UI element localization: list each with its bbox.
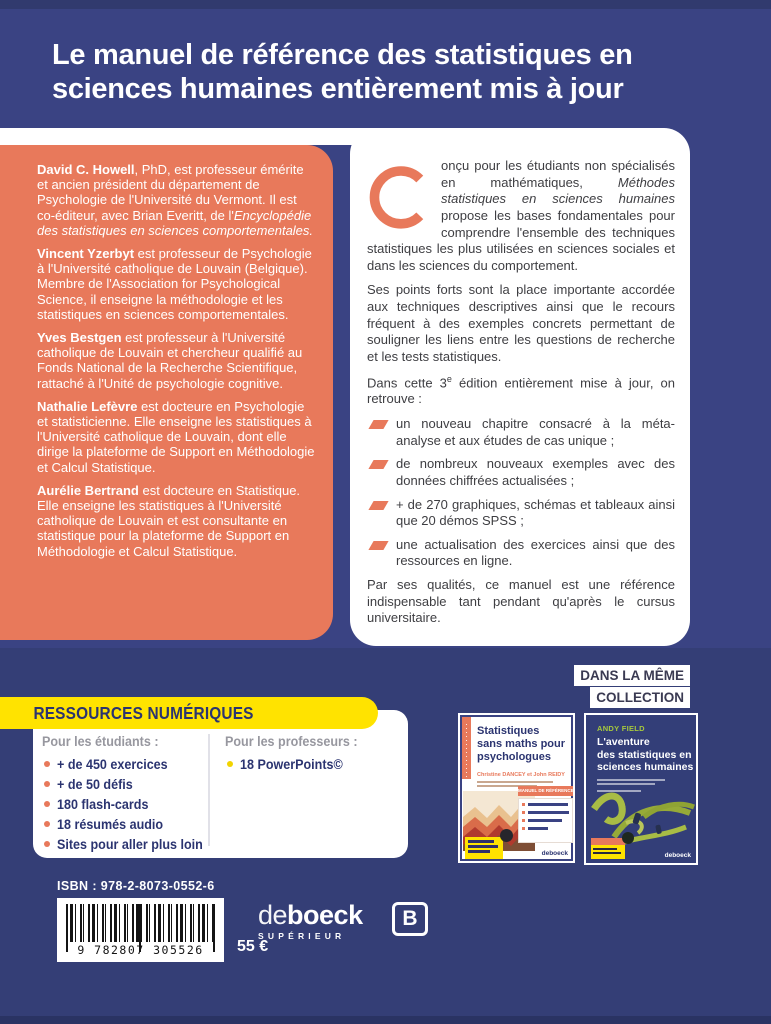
strengths-paragraph: Ses points forts sont la place importante accordée aux techniques descriptives ainsi que le recours fréquent à des exemples concrets permettant de souligner les liens entre les questions de recherche et les tests statistiques.: [367, 282, 675, 364]
book-thumbnail-aventure-des-statistiques: [584, 713, 698, 865]
book1-feature-row: [522, 819, 569, 822]
resource-item: [42, 774, 207, 794]
intro-post: propose les bases fondamentales pour comprendre l'ensemble des techniques statistiques les plus utilisées en sciences sociales et dans les sciences du comportement.: [367, 207, 675, 273]
students-column: [42, 734, 207, 854]
book1-title-line: sans maths pour: [477, 738, 566, 750]
publisher-tagline: SUPÉRIEUR: [258, 931, 346, 941]
resource-item-label: 18 résumés audio: [57, 816, 164, 832]
collection-label-line-2: COLLECTION: [590, 687, 690, 708]
feature-bullet: [367, 537, 675, 570]
book2-title-line: sciences humaines: [597, 761, 694, 773]
book2-sticker: [622, 832, 634, 844]
book1-offer-badge: [465, 837, 503, 859]
author-name: Yves Bestgen: [37, 330, 122, 346]
barcode-digits: 9 782807 305526: [77, 943, 204, 957]
publisher-b-mark-icon: B: [392, 902, 428, 936]
bullet-marker-icon: [368, 460, 388, 469]
bio-paragraph: [37, 162, 317, 238]
publisher-boeck: boeck: [287, 900, 363, 930]
bullet-marker-icon: [368, 420, 388, 429]
bullet-dot-icon: [44, 761, 50, 767]
resource-item: [42, 814, 207, 834]
intro-pre: onçu pour les étudiants non spécialisés en mathématiques,: [441, 158, 675, 190]
feature-bullet: [367, 497, 675, 530]
author-name: Vincent Yzerbyt: [37, 246, 135, 262]
book1-authors: Christine DANCEY et John REIDY: [477, 772, 565, 778]
resource-item: [42, 834, 207, 854]
bullet-dot-icon: [44, 821, 50, 827]
book1-feature-row: [522, 811, 569, 814]
bullet-text: un nouveau chapitre consacré à la méta-analyse et aux études de cas unique ;: [396, 416, 675, 448]
page-title-line-2: sciences humaines entièrement mis à jour: [52, 73, 624, 105]
book1-publisher-logo: deboeck: [541, 850, 568, 857]
author-name: David C. Howell: [37, 162, 135, 177]
author-name: Aurélie Bertrand: [37, 482, 139, 498]
book-thumbnail-statistiques-sans-maths: [458, 713, 575, 863]
book2-title-line: des statistiques en: [597, 748, 692, 761]
resource-item-label: Sites pour aller plus loin: [57, 836, 203, 852]
edition-post: édition entièrement mise à jour, on retrouve :: [367, 374, 675, 407]
resource-item-label: + de 50 défis: [57, 776, 133, 792]
bullet-marker-icon: [368, 501, 388, 510]
resource-item: [42, 754, 207, 774]
book1-feature-row: [522, 827, 569, 830]
collection-label-line-1: DANS LA MÊME: [574, 665, 690, 686]
publisher-logo: [258, 900, 418, 941]
edition-sup: e: [446, 373, 452, 384]
resources-banner: [0, 697, 378, 729]
intro-paragraph: [367, 158, 675, 274]
closing-paragraph: Par ses qualités, ce manuel est une référence indispensable tant pendant qu'après le cursus universitaire.: [367, 577, 675, 626]
bio-text: est professeur à l'Université catholique de Louvain et chercheur qualifié au Fonds National de la Recherche Scientifique, rattaché à l'Unité de psychologie cognitive.: [37, 330, 303, 391]
bullet-text: + de 270 graphiques, schémas et tableaux ainsi que 20 démos SPSS ;: [396, 496, 675, 529]
resource-item-label: 18 PowerPoints©: [240, 756, 343, 772]
page-title-line-1: Le manuel de référence des statistiques en: [52, 39, 633, 71]
book2-credit-line: [597, 783, 655, 785]
book2-title: [597, 736, 693, 774]
bio-paragraph: [37, 483, 317, 559]
bio-text: est professeur de Psychologie à l'Université catholique de Louvain (Belgique). Membre de l'Association for Psychological Science, il enseigne la méthodologie et les statistiques en sciences comportementales.: [37, 246, 312, 322]
bullet-dot-icon: [44, 841, 50, 847]
bottom-trim-strip: [0, 1016, 771, 1024]
bio-italic: Encyclopédie des statistiques en sciences comportementales.: [37, 207, 314, 238]
author-name: Nathalie Lefèvre: [37, 398, 138, 414]
book1-reference-badge: MANUEL DE RÉFÉRENCE: [518, 786, 573, 796]
resources-banner-title: RESSOURCES NUMÉRIQUES: [33, 703, 254, 723]
column-divider: [208, 734, 210, 846]
book1-feature-list: [518, 798, 573, 843]
book1-spine-strip: [462, 717, 471, 779]
bio-text: , PhD, est professeur émérite et ancien président du département de Psychologie de l'Université du Vermont. Il est co-éditeur, avec Brian Everitt, de l': [37, 162, 304, 223]
bullet-dot-icon: [44, 781, 50, 787]
resource-item-label: + de 450 exercices: [57, 756, 168, 772]
resource-item-label: 180 flash-cards: [57, 796, 149, 812]
barcode: [57, 898, 224, 962]
book1-title-line: Statistiques: [477, 725, 540, 737]
bullet-text: une actualisation des exercices ainsi que des ressources en ligne.: [396, 536, 675, 569]
book2-title-line: L'aventure: [597, 736, 650, 748]
book1-sticker: [500, 829, 513, 842]
bio-paragraph: [37, 330, 317, 391]
isbn-label: ISBN : 978-2-8073-0552-6: [57, 879, 215, 893]
book2-publisher-logo: deboeck: [664, 852, 691, 859]
bullet-dot-icon: [44, 801, 50, 807]
book1-feature-row: [522, 803, 569, 806]
top-trim-strip: [0, 0, 771, 9]
price-label: 55 €: [237, 938, 269, 955]
bio-text: est docteure en Statistique. Elle enseigne les statistiques à l'Université catholique de Louvain et est consultante en statistique pour la plateforme de Support en Méthodologie et Calcul Statistique.: [37, 482, 301, 559]
book2-author: ANDY FIELD: [597, 724, 645, 733]
bio-paragraph: [37, 399, 317, 475]
book2-credit-line: [597, 779, 665, 781]
book1-title-line: psychologues: [477, 751, 551, 763]
bullet-marker-icon: [368, 541, 388, 550]
dropcap-c-icon: [367, 162, 431, 236]
resources-panel: [33, 710, 408, 858]
bio-paragraph: [37, 246, 317, 322]
page-title: [52, 38, 732, 106]
book1-title: [477, 725, 565, 764]
resource-item: [225, 754, 400, 774]
bullet-dot-icon: [227, 761, 233, 767]
bullet-text: de nombreux nouveaux exemples avec des données chiffrées actualisées ;: [396, 456, 675, 488]
professors-column-title: Pour les professeurs :: [225, 734, 358, 749]
edition-paragraph: [367, 374, 675, 409]
book2-offer-badge: [591, 845, 625, 859]
professors-column: [225, 734, 400, 774]
description-panel: [350, 128, 690, 646]
feature-bullet: [367, 456, 675, 489]
students-column-title: Pour les étudiants :: [42, 734, 159, 749]
bio-text: est docteure en Psychologie et statisticienne. Elle enseigne les statistiques à l'Université catholique de Louvain, dont elle dirige la plateforme de Support en Méthodologie et Calcul Statistique.: [37, 398, 315, 475]
publisher-de: de: [258, 900, 288, 930]
book1-credit-line: [477, 781, 553, 783]
resource-item: [42, 794, 207, 814]
intro-book-title: Méthodes statistiques en sciences humaines: [441, 174, 675, 207]
feature-bullet: [367, 416, 675, 449]
book2-offer-badge-top: [591, 838, 625, 845]
edition-pre: Dans cette 3: [367, 374, 447, 390]
author-bios-panel: [0, 145, 333, 640]
publisher-wordmark: [258, 902, 363, 929]
